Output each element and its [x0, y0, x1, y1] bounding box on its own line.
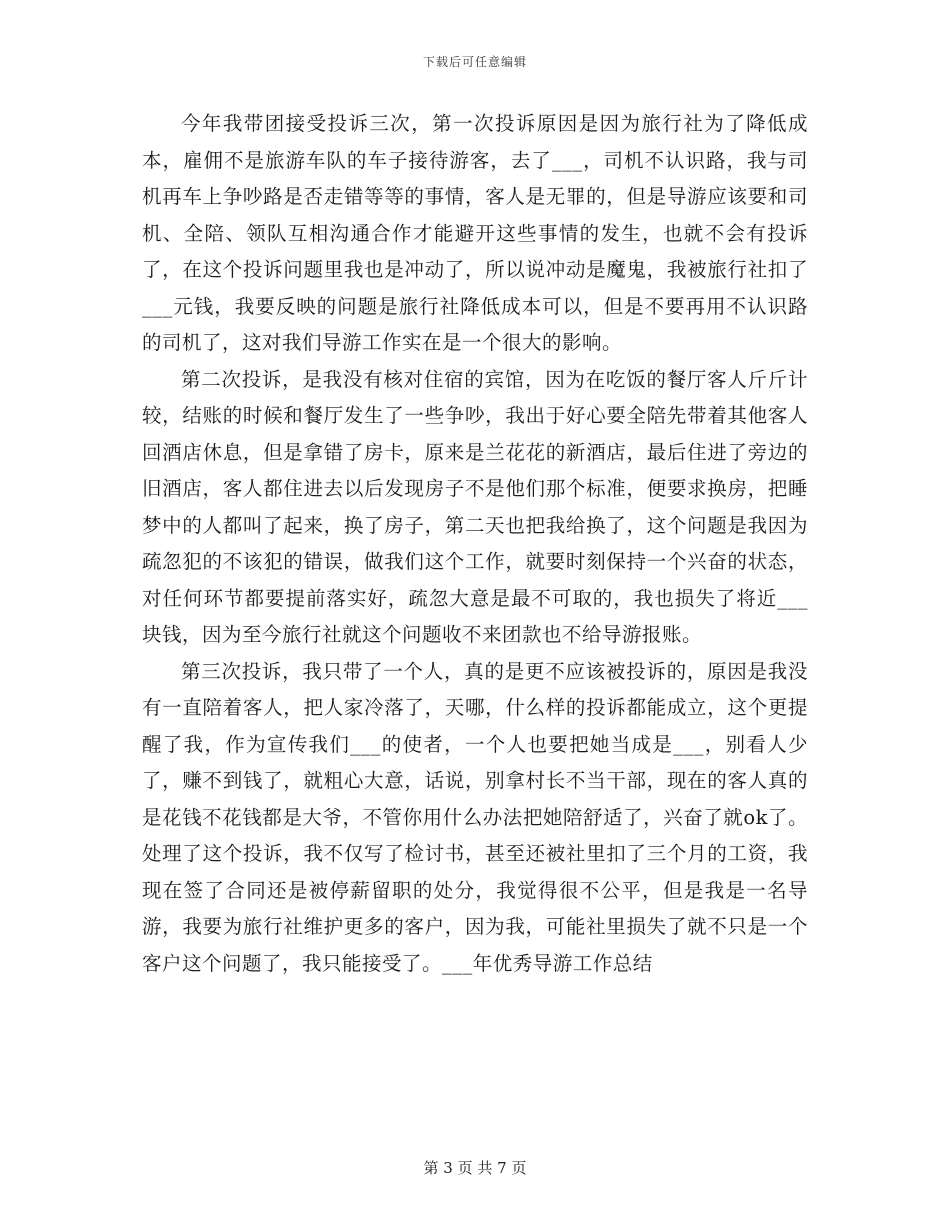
document-body	[142, 106, 808, 982]
paragraph-third-complaint: 第三次投诉，我只带了一个人，真的是更不应该被投诉的，原因是我没有一直陪着客人，把人家冷落了，天哪，什么样的投诉都能成立，这个更提醒了我，作为宣传我们___的使者，一个人也要把她当成是___，别看人少了，赚不到钱了，就粗心大意，话说，别拿村长不当干部，现在的客人真的是花钱不花钱都是大爷，不管你用什么办法把她陪舒适了，兴奋了就ok了。处理了这个投诉，我不仅写了检讨书，甚至还被社里扣了三个月的工资，我现在签了合同还是被停薪留职的处分，我觉得很不公平，但是我是一名导游，我要为旅行社维护更多的客户，因为我，可能社里损失了就不只是一个客户这个问题了，我只能接受了。___年优秀导游工作总结	[142, 659, 808, 975]
page-number-footer: 第 3 页 共 7 页	[423, 1159, 527, 1177]
page-header: 下载后可任意编辑	[422, 55, 527, 69]
paragraph-second-complaint: 第二次投诉，是我没有核对住宿的宾馆，因为在吃饭的餐厅客人斤斤计较，结账的时候和餐厅发生了一些争吵，我出于好心要全陪先带着其他客人回酒店休息，但是拿错了房卡，原来是兰花花的新酒店，最后住进了旁边的旧酒店，客人都住进去以后发现房子不是他们那个标准，便要求换房，把睡梦中的人都叫了起来，换了房子，第二天也把我给换了，这个问题是我因为疏忽犯的不该犯的错误，做我们这个工作，就要时刻保持一个兴奋的状态，对任何环节都要提前落实好，疏忽大意是最不可取的，我也损失了将近___块钱，因为至今旅行社就这个问题收不来团款也不给导游报账。	[142, 367, 808, 646]
paragraph-first-complaint: 今年我带团接受投诉三次，第一次投诉原因是因为旅行社为了降低成本，雇佣不是旅游车队的车子接待游客，去了___，司机不认识路，我与司机再车上争吵路是否走错等等的事情，客人是无罪的，但是导游应该要和司机、全陪、领队互相沟通合作才能避开这些事情的发生，也就不会有投诉了，在这个投诉问题里我也是冲动了，所以说冲动是魔鬼，我被旅行社扣了___元钱，我要反映的问题是旅行社降低成本可以，但是不要再用不认识路的司机了，这对我们导游工作实在是一个很大的影响。	[142, 112, 808, 354]
